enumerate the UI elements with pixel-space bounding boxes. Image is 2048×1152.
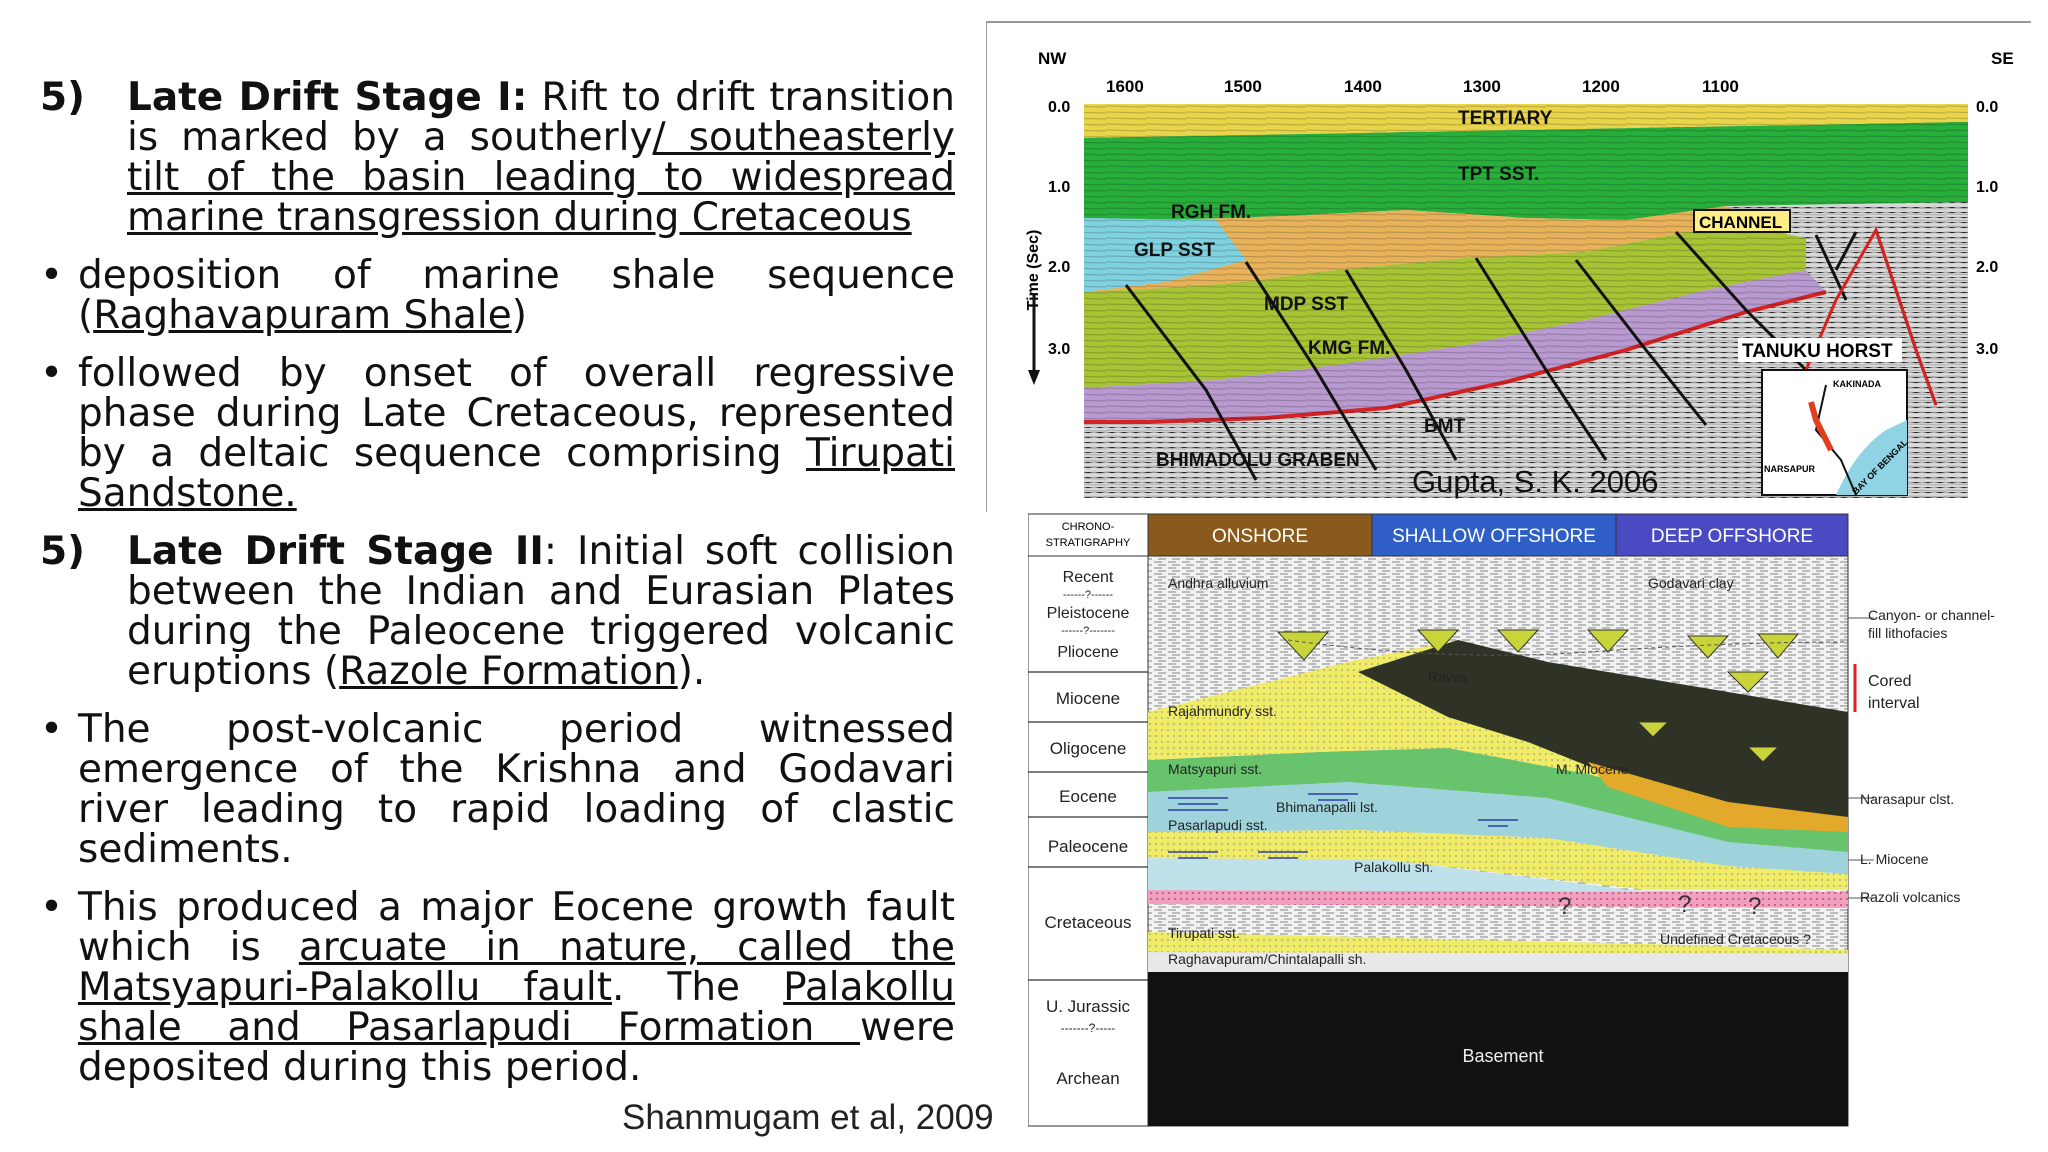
svg-text:Cretaceous: Cretaceous: [1044, 913, 1132, 932]
label-tertiary: TERTIARY: [1458, 108, 1553, 129]
seismic-top-tick: 1200: [1582, 77, 1620, 96]
svg-text:Bhimanapalli lst.: Bhimanapalli lst.: [1276, 799, 1378, 815]
bullet-symbol: •: [40, 351, 64, 396]
slide-text-panel: [40, 75, 956, 1106]
text-run: Late Drift Stage I:: [127, 75, 528, 120]
svg-text:Palakollu sh.: Palakollu sh.: [1354, 859, 1434, 875]
text-run: ): [511, 293, 527, 338]
svg-text:------?-------: ------?-------: [1061, 625, 1115, 637]
svg-text:Canyon- or channel-: Canyon- or channel-: [1868, 607, 1995, 623]
svg-text:Razoli volcanics: Razoli volcanics: [1860, 889, 1961, 905]
numbered-item: [40, 529, 955, 694]
label-horst: TANUKU HORST: [1742, 341, 1893, 362]
svg-text:L. Miocene: L. Miocene: [1860, 851, 1929, 867]
label-kmg: KMG FM.: [1308, 338, 1391, 359]
stratigraphy-chart-figure: [1028, 512, 2048, 1132]
text-run: arcuate in nature, called the Matsyapuri-Palakollu fault: [78, 925, 956, 1010]
svg-text:U. Jurassic: U. Jurassic: [1045, 997, 1131, 1016]
label-bmt: BMT: [1424, 416, 1466, 437]
seismic-time-tick: 2.0: [1976, 259, 1999, 276]
svg-text:M. Miocene: M. Miocene: [1556, 761, 1629, 777]
text-run: ).: [677, 649, 706, 694]
header-onshore: ONSHORE: [1211, 526, 1309, 547]
text-run: This produced a major Eocene growth fault which is: [78, 885, 955, 970]
label-mdp: MDP SST: [1264, 294, 1349, 315]
seismic-time-tick: 1.0: [1976, 179, 1999, 196]
seismic-section-figure: [986, 20, 2031, 512]
unit-basement: Basement: [1462, 1046, 1544, 1066]
svg-text:NARSAPUR: NARSAPUR: [1764, 464, 1816, 474]
svg-text:Recent: Recent: [1062, 569, 1114, 586]
seismic-credit: Gupta, S. K. 2006: [1412, 464, 1659, 499]
text-run: The post-volcanic period witnessed emergence of the Krishna and Godavari river leading to rapid loading of clastic sediments.: [78, 707, 955, 872]
text-run: Rift to drift transition is marked by a southerly: [127, 75, 955, 160]
svg-text:KAKINADA: KAKINADA: [1833, 379, 1881, 389]
seismic-top-tick: 1400: [1344, 77, 1382, 96]
bullet-symbol: •: [40, 253, 64, 298]
text-run: . The: [611, 965, 784, 1010]
svg-text:Pliocene: Pliocene: [1057, 644, 1119, 661]
label-rgh: RGH FM.: [1171, 202, 1252, 223]
text-run: : Initial soft collision between the Indian and Eurasian Plates during the Paleocene triggered volcanic eruptions (: [127, 529, 955, 694]
svg-text:?: ?: [1558, 893, 1572, 920]
text-run: Late Drift Stage II: [127, 529, 544, 574]
seismic-top-tick: 1300: [1463, 77, 1501, 96]
svg-text:Rajahmundry sst.: Rajahmundry sst.: [1168, 703, 1277, 719]
svg-text:Paleocene: Paleocene: [1047, 837, 1129, 856]
label-graben: BHIMADOLU GRABEN: [1156, 450, 1360, 471]
bullet-symbol: •: [40, 707, 64, 752]
text-run: were deposited during this period.: [78, 1005, 955, 1090]
svg-text:Archean: Archean: [1056, 1069, 1120, 1088]
seismic-time-tick: 1.0: [1048, 179, 1071, 196]
seismic-dir-nw: NW: [1038, 49, 1067, 68]
numbered-item: [40, 75, 956, 240]
text-run: followed by onset of overall regressive phase during Late Cretaceous, represented by a deltaic sequence comprising: [78, 351, 955, 476]
text-run: Palakollu shale and Pasarlapudi Formation: [78, 965, 955, 1050]
source-caption: Shanmugam et al, 2009: [622, 1098, 994, 1137]
item-number: 5): [40, 75, 85, 120]
seismic-time-tick: 3.0: [1048, 341, 1071, 358]
svg-text:Eocene: Eocene: [1059, 787, 1117, 806]
svg-text:Narasapur clst.: Narasapur clst.: [1860, 791, 1955, 807]
bullet-item: [40, 351, 955, 516]
svg-text:Raghavapuram/Chintalapalli sh.: Raghavapuram/Chintalapalli sh.: [1168, 951, 1367, 967]
svg-text:Tirupati sst.: Tirupati sst.: [1168, 925, 1240, 941]
bullet-item: [40, 885, 956, 1090]
header-shallow: SHALLOW OFFSHORE: [1392, 526, 1596, 547]
header-deep: DEEP OFFSHORE: [1650, 526, 1814, 547]
svg-text:Matsyapuri sst.: Matsyapuri sst.: [1168, 761, 1263, 777]
seismic-dir-se: SE: [1991, 49, 2014, 68]
bullet-item: [40, 707, 955, 872]
text-run: deposition of marine shale sequence (: [78, 253, 955, 338]
text-run: Razole Formation: [339, 649, 678, 694]
svg-text:fill lithofacies: fill lithofacies: [1868, 625, 1948, 641]
seismic-time-tick: 0.0: [1048, 99, 1071, 116]
location-inset-map: [1762, 370, 1910, 496]
seismic-top-tick: 1100: [1702, 77, 1739, 96]
svg-text:Ravva: Ravva: [1428, 669, 1468, 685]
svg-text:Andhra alluvium: Andhra alluvium: [1168, 575, 1269, 591]
text-run: Tirupati Sandstone.: [78, 431, 955, 516]
svg-text:-------?-----: -------?-----: [1060, 1021, 1116, 1035]
svg-text:------?------: ------?------: [1062, 589, 1114, 601]
text-run: / southeasterly tilt of the basin leading to widespread marine transgression during Cretaceous: [127, 115, 956, 240]
svg-text:Pasarlapudi sst.: Pasarlapudi sst.: [1168, 817, 1268, 833]
svg-text:?: ?: [1748, 893, 1762, 920]
svg-text:Cored: Cored: [1868, 673, 1912, 690]
svg-text:Miocene: Miocene: [1055, 689, 1121, 708]
seismic-time-tick: 0.0: [1976, 99, 1999, 116]
svg-text:STRATIGRAPHY: STRATIGRAPHY: [1045, 537, 1131, 549]
svg-text:?: ?: [1678, 891, 1692, 918]
label-tpt: TPT SST.: [1458, 164, 1540, 185]
seismic-time-tick: 2.0: [1048, 259, 1071, 276]
svg-text:Godavari clay: Godavari clay: [1648, 575, 1734, 591]
svg-text:Undefined Cretaceous ?: Undefined Cretaceous ?: [1660, 931, 1811, 947]
time-axis-label: Time (Sec): [1025, 229, 1042, 311]
svg-text:Oligocene: Oligocene: [1049, 739, 1127, 758]
header-chrono: CHRONO-: [1061, 521, 1115, 533]
bullet-symbol: •: [40, 885, 64, 930]
bullet-item: [40, 253, 955, 338]
svg-text:Pleistocene: Pleistocene: [1046, 605, 1130, 622]
label-channel: CHANNEL: [1699, 213, 1783, 232]
seismic-top-tick: 1500: [1224, 77, 1262, 96]
item-number: 5): [40, 529, 85, 574]
svg-text:interval: interval: [1868, 695, 1920, 712]
text-run: Raghavapuram Shale: [93, 293, 512, 338]
seismic-time-tick: 3.0: [1976, 341, 1999, 358]
svg-text:BAY OF BENGAL: BAY OF BENGAL: [1850, 437, 1910, 497]
seismic-top-tick: 1600: [1106, 77, 1144, 96]
label-glp: GLP SST: [1134, 240, 1215, 261]
